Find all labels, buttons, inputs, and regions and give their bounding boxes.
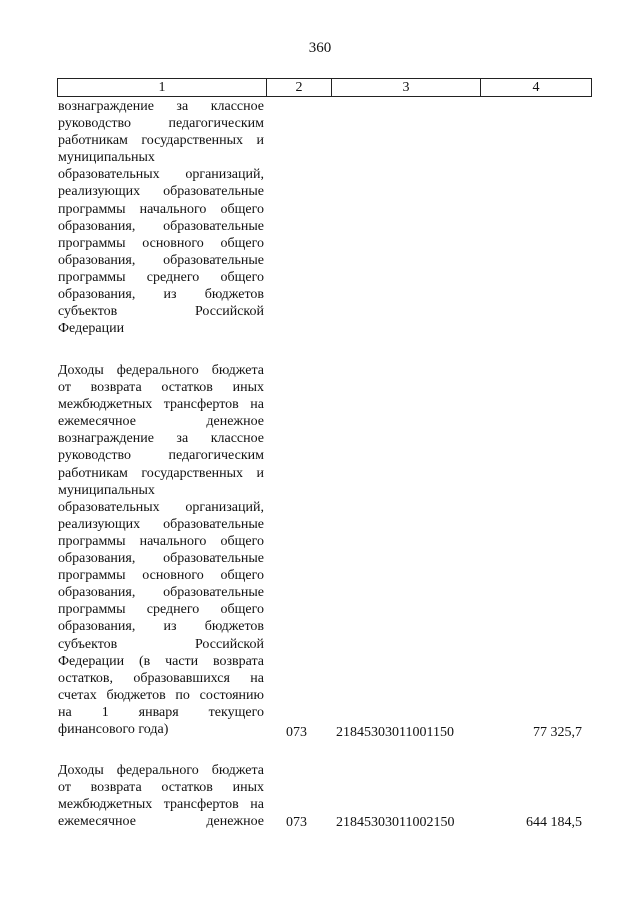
description-line: образования, из бюджетов xyxy=(58,287,264,303)
description-line: образования, образовательные xyxy=(58,218,264,234)
description-line: муниципальных xyxy=(58,482,155,498)
description-line: Федерации (в части возврата xyxy=(58,653,264,669)
description-line: от возврата остатков иных xyxy=(58,380,264,396)
description-line: остатков, образовавшихся на xyxy=(58,670,264,686)
description-line: ежемесячное денежное xyxy=(58,814,264,830)
column-header-3: 3 xyxy=(332,79,481,97)
description-line: Доходы федерального бюджета xyxy=(58,363,264,378)
page-number: 360 xyxy=(308,40,332,56)
description-line: финансового года) xyxy=(58,721,169,737)
description-line: образования, образовательные xyxy=(58,551,264,567)
column-header-2: 2 xyxy=(267,79,332,97)
row-amount: 644 184,5 xyxy=(526,815,582,830)
row-code: 073 xyxy=(286,725,307,740)
description-line: Федерации xyxy=(58,321,125,337)
description-line: образовательных организаций, xyxy=(58,499,264,515)
column-header-4: 4 xyxy=(481,79,592,97)
description-line: программы среднего общего xyxy=(58,602,264,618)
description-line: вознаграждение за классное xyxy=(58,431,264,447)
description-line: от возврата остатков иных xyxy=(58,780,264,796)
row-description xyxy=(58,362,264,738)
description-line: программы основного общего xyxy=(58,568,264,584)
description-line: образования, образовательные xyxy=(58,585,264,601)
row-kbk: 21845303011002150 xyxy=(336,815,455,830)
column-header-1: 1 xyxy=(58,79,267,97)
description-line: на 1 января текущего xyxy=(58,704,264,720)
description-line: межбюджетных трансфертов на xyxy=(58,397,264,413)
description-line: межбюджетных трансфертов на xyxy=(58,797,264,813)
row-amount: 77 325,7 xyxy=(533,725,582,740)
row-kbk: 21845303011001150 xyxy=(336,725,454,740)
row-description xyxy=(58,762,264,830)
description-line: работникам государственных и xyxy=(58,133,264,149)
description-line: образования, из бюджетов xyxy=(58,619,264,635)
column-header-row xyxy=(58,79,592,97)
description-line: муниципальных xyxy=(58,150,155,166)
description-line: Доходы федерального бюджета xyxy=(58,763,264,778)
row-code: 073 xyxy=(286,815,307,830)
description-line: субъектов Российской xyxy=(58,304,264,320)
description-line: программы начального общего xyxy=(58,533,264,549)
row-description xyxy=(58,98,264,337)
description-line: субъектов Российской xyxy=(58,636,264,652)
description-line: ежемесячное денежное xyxy=(58,414,264,430)
description-line: реализующих образовательные xyxy=(58,184,264,200)
description-line: программы начального общего xyxy=(58,201,264,217)
description-line: реализующих образовательные xyxy=(58,516,264,532)
description-line: счетах бюджетов по состоянию xyxy=(58,687,264,703)
description-line: программы основного общего xyxy=(58,235,264,251)
description-line: образования, образовательные xyxy=(58,252,264,268)
description-line: руководство педагогическим xyxy=(58,448,264,464)
description-line: программы среднего общего xyxy=(58,269,264,285)
description-line: руководство педагогическим xyxy=(58,116,264,132)
description-line: работникам государственных и xyxy=(58,465,264,481)
column-header-table xyxy=(57,78,592,97)
description-line: вознаграждение за классное xyxy=(58,99,264,114)
description-line: образовательных организаций, xyxy=(58,167,264,183)
